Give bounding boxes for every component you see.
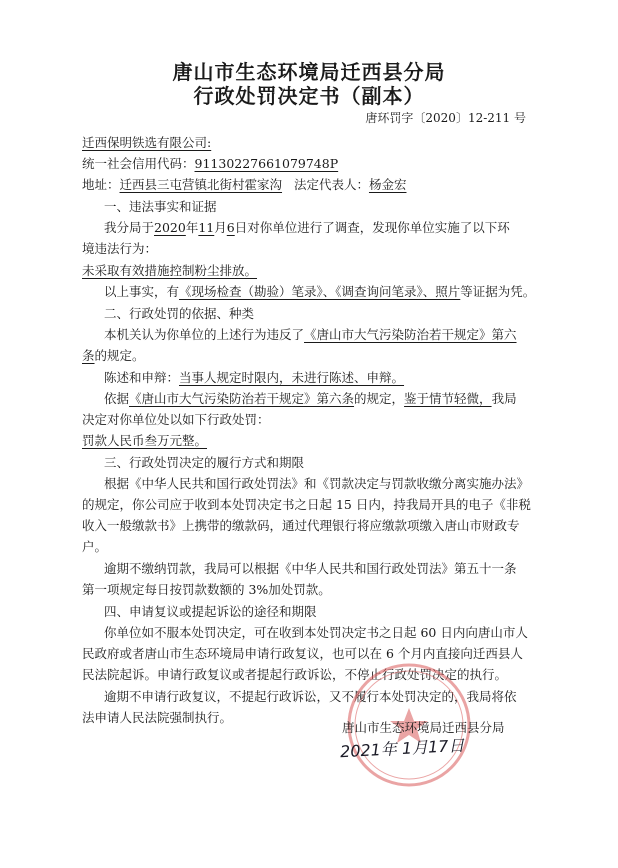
section-3-para-6: 第一项规定每日按罚款数额的 3%加处罚款。 [82, 582, 331, 597]
investigation-text-b: 年 [185, 220, 199, 235]
address-label: 地址： [82, 177, 120, 192]
section-4-para-5: 法申请人民法院强制执行。 [82, 710, 233, 725]
investigation-text-c: 月 [214, 220, 227, 235]
decision-line: 决定对你单位处以如下行政处罚： [82, 412, 270, 427]
law-text-b: 的规定， [354, 391, 405, 406]
section-4-para-1: 你单位如不服本处罚决定，可在收到本处罚决定书之日起 60 日内向唐山市人 [104, 625, 528, 640]
evidence-list: 《现场检查（勘验）笔录》、《调查询问笔录》、照片 [179, 284, 461, 299]
section-1-heading: 一、违法事实和证据 [104, 199, 217, 214]
credit-code: 91130227661079748P [194, 156, 339, 171]
investigation-day: 6 [226, 220, 235, 235]
address-value: 迁西县三屯营镇北街村霍家沟 [119, 177, 283, 192]
document-title: 唐山市生态环境局迁西县分局 [172, 60, 446, 84]
section-3-para-3: 收入一般缴款书》上携带的缴款码，通过代理银行将应缴款项缴入唐山市财政专 [82, 518, 520, 533]
section-4-para-4: 逾期不申请行政复议，不提起行政诉讼，又不履行本处罚决定的，我局将依 [104, 689, 517, 704]
section-2-heading: 二、行政处罚的依据、种类 [104, 306, 255, 321]
investigation-year: 2020 [154, 220, 186, 235]
legal-rep-label: 法定代表人： [293, 177, 369, 192]
legal-rep-value: 杨金宏 [368, 177, 407, 192]
basis-regulation-cont: 条 [82, 348, 95, 363]
basis-line [104, 327, 517, 343]
section-4-para-2: 民政府或者唐山市生态环境局申请行政复议，也可以在 6 个月内直接向迁西县人 [82, 646, 523, 661]
issuer-signature: 唐山市生态环境局迁西县分局 [342, 720, 505, 735]
address-line [82, 177, 406, 193]
evidence-text-a: 以上事实，有 [104, 284, 180, 299]
investigation-line [104, 220, 510, 236]
section-3-heading: 三、行政处罚决定的履行方式和期限 [104, 455, 305, 470]
penalty-text: 罚款人民币叁万元整。 [82, 433, 208, 448]
violation-text: 未采取有效措施控制粉尘排放。 [82, 263, 258, 278]
defense-label: 陈述和申辩： [104, 370, 180, 385]
section-3-para-4: 户。 [82, 539, 108, 554]
document-subtitle: 行政处罚决定书（副本） [193, 84, 425, 108]
section-4-para-3: 民法院起诉。申请行政复议或者提起行政诉讼，不停止行政处罚决定的执行。 [82, 667, 508, 682]
investigation-month: 11 [198, 220, 215, 235]
handwritten-date: 2021年 1月17日 [339, 735, 465, 762]
investigation-text-a: 我分局于 [104, 220, 155, 235]
basis-regulation: 《唐山市大气污染防治若干规定》第六 [304, 327, 517, 342]
investigation-text-d: 日对你单位进行了调查，发现你单位实施了以下环 [234, 220, 510, 235]
section-3-para-5: 逾期不缴纳罚款，我局可以根据《中华人民共和国行政处罚法》第五十一条 [104, 561, 517, 576]
basis-line-2 [82, 348, 145, 364]
evidence-line [104, 284, 535, 300]
defense-line [104, 370, 404, 386]
defense-value: 当事人规定时限内，未进行陈述、申辩。 [179, 370, 405, 385]
credit-code-line [82, 156, 338, 172]
law-line [104, 391, 517, 407]
basis-text-a: 本机关认为你单位的上述行为违反了 [104, 327, 305, 342]
section-3-para-1: 根据《中华人民共和国行政处罚法》和《罚款决定与罚款收缴分离实施办法》 [104, 476, 530, 491]
law-regulation: 《唐山市大气污染防治若干规定》第六条 [129, 391, 355, 406]
section-4-heading: 四、申请复议或提起诉讼的途径和期限 [104, 604, 317, 619]
document-number: 唐环罚字〔2020〕12-211 号 [365, 111, 526, 125]
law-text-c: 我局 [491, 391, 517, 406]
party-name: 迁西保明铁选有限公司: [82, 135, 212, 150]
investigation-line-2: 境违法行为： [82, 241, 158, 256]
evidence-text-b: 等证据为凭。 [460, 284, 536, 299]
credit-code-label: 统一社会信用代码： [82, 156, 195, 171]
basis-text-b: 的规定。 [94, 348, 145, 363]
section-3-para-2: 的规定，你公司应于收到本处罚决定书之日起 15 日内，持我局开具的电子《非税 [82, 497, 531, 512]
law-circumstance: 鉴于情节轻微， [404, 391, 492, 406]
law-text-a: 依据 [104, 391, 130, 406]
